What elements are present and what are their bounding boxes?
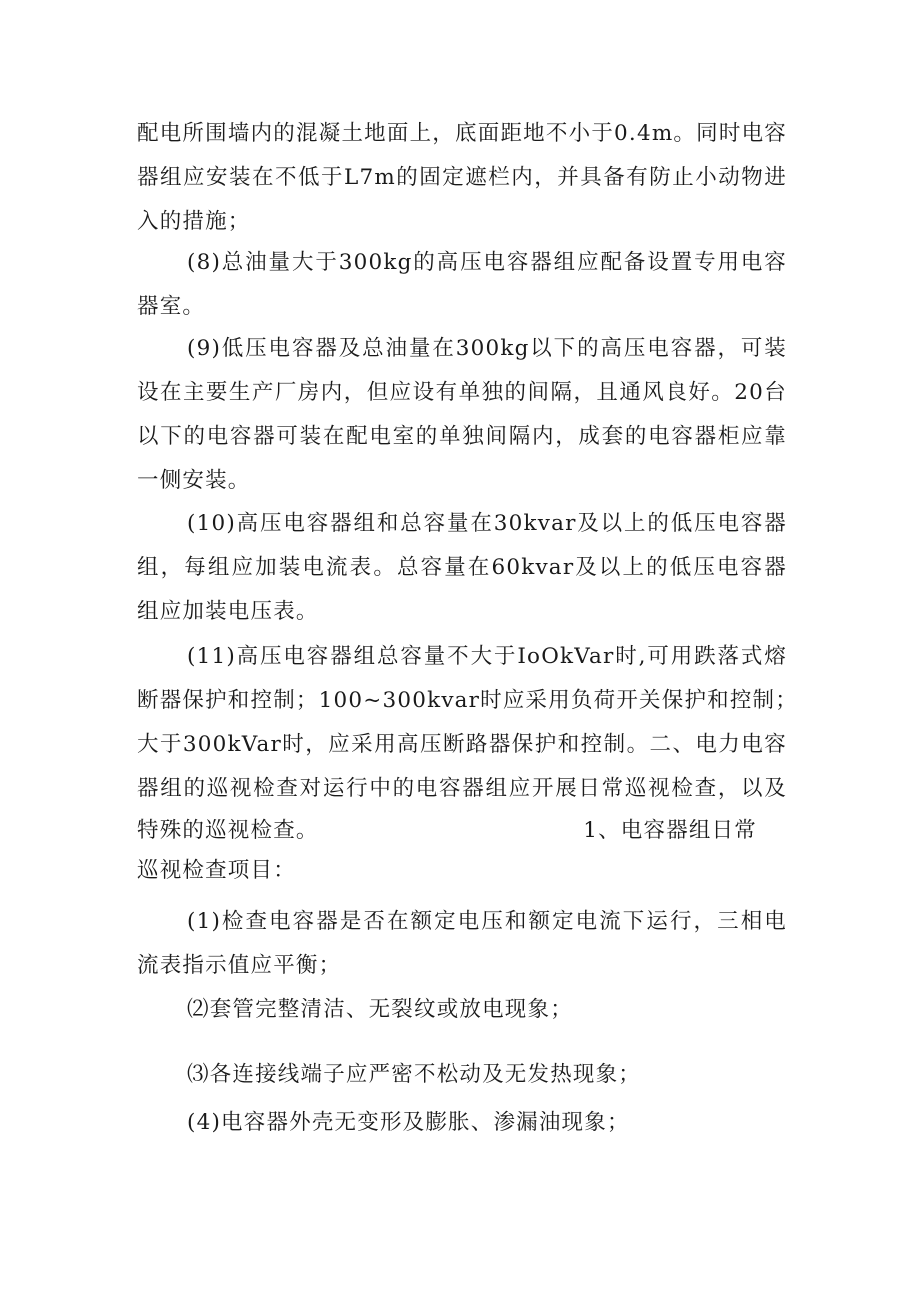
text-line: 断器保护和控制；100~300kvar时应采用负荷开关保护和控制；	[137, 688, 798, 713]
paragraph-item-11	[137, 635, 798, 891]
text-line: (11)高压电容器组总容量不大于IoOkVar时,可用跌落式熔	[187, 644, 787, 669]
text-line: (1)检查电容器是否在额定电压和额定电流下运行，三相电	[187, 909, 787, 934]
paragraph-check-3	[137, 1053, 787, 1097]
paragraph-check-4	[137, 1101, 787, 1145]
text-line: 组应加装电压表。	[137, 599, 319, 624]
text-line: 流表指示值应平衡；	[137, 953, 342, 978]
paragraph-check-1	[137, 900, 787, 988]
text-line: (10)高压电容器组和总容量在30kvar及以上的低压电容器	[187, 511, 787, 536]
paragraph-item-9	[137, 327, 787, 503]
text-line: (9)低压电容器及总油量在300kg以下的高压电容器，可装	[187, 336, 787, 361]
paragraph-item-10	[137, 502, 787, 634]
section-heading-inline: 1、电容器组日常	[583, 818, 757, 843]
text-line: 设在主要生产厂房内，但应设有单独的间隔，且通风良好。20台	[137, 380, 787, 405]
paragraph-check-2	[137, 988, 787, 1032]
text-fragment: 特殊的巡视检查。	[137, 818, 319, 843]
text-line-split	[137, 811, 787, 851]
text-line: ⑵套管完整清洁、无裂纹或放电现象；	[187, 997, 573, 1022]
paragraph-item-8	[137, 241, 787, 329]
text-line: 入的措施；	[137, 209, 251, 234]
text-line: 巡视检查项目：	[137, 858, 296, 883]
text-line: 以下的电容器可装在配电室的单独间隔内，成套的电容器柜应靠	[137, 424, 787, 449]
text-line: 器组的巡视检查对运行中的电容器组应开展日常巡视检查，以及	[137, 776, 787, 801]
text-line: (8)总油量大于300kg的高压电容器组应配备设置专用电容	[187, 250, 787, 275]
text-line: 大于300kVar时，应采用高压断路器保护和控制。二、电力电容	[137, 732, 787, 757]
text-line: 一侧安装。	[137, 468, 251, 493]
text-line: 组，每组应加装电流表。总容量在60kvar及以上的低压电容器	[137, 555, 787, 580]
text-line: 器组应安装在不低于L7m的固定遮栏内，并具备有防止小动物进	[137, 165, 787, 190]
text-line: 器室。	[137, 294, 206, 319]
text-line: 配电所围墙内的混凝土地面上，底面距地不小于0.4m。同时电容	[137, 121, 787, 146]
text-line: (4)电容器外壳无变形及膨胀、渗漏油现象；	[187, 1110, 630, 1135]
paragraph-installation-continued	[137, 112, 787, 244]
text-line: ⑶各连接线端子应严密不松动及无发热现象；	[187, 1062, 642, 1087]
